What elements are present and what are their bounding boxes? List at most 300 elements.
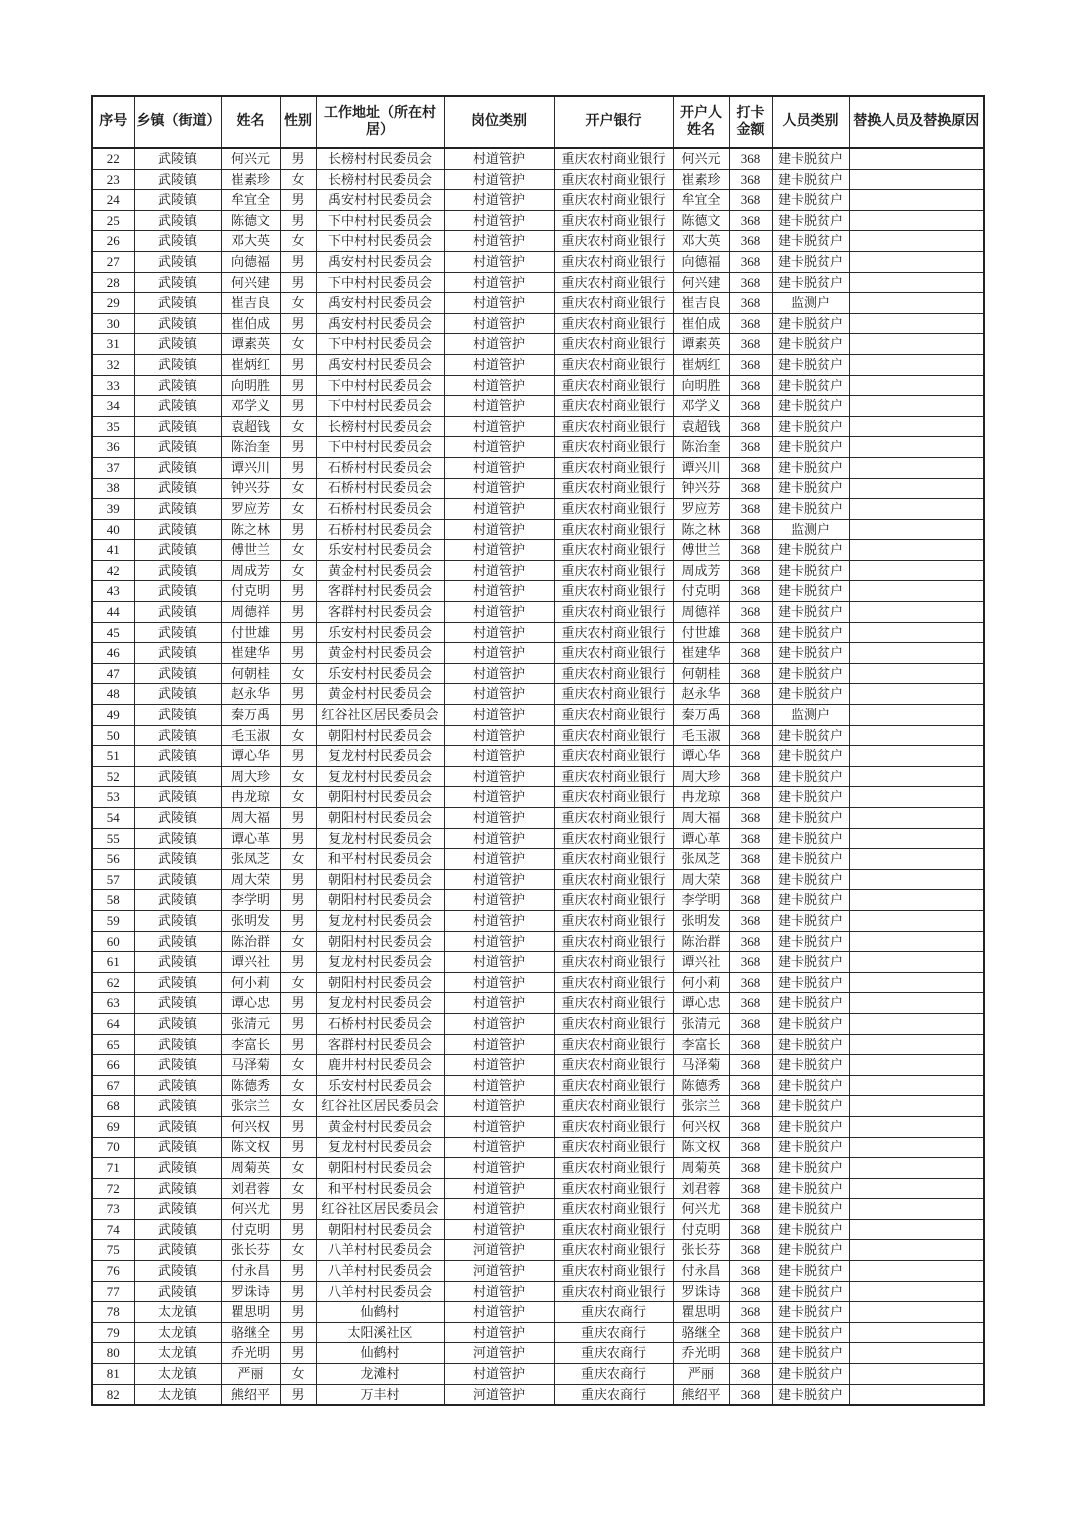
cell-amount: 368 — [729, 1343, 772, 1364]
table-row — [92, 1158, 984, 1179]
cell-account-name: 李富长 — [673, 1034, 729, 1055]
cell-amount: 368 — [729, 1219, 772, 1240]
cell-amount: 368 — [729, 910, 772, 931]
cell-seq: 48 — [92, 684, 134, 705]
cell-amount: 368 — [729, 1240, 772, 1261]
cell-work-address: 朝阳村村民委员会 — [316, 725, 444, 746]
cell-work-address: 复龙村村民委员会 — [316, 952, 444, 973]
cell-account-name: 邓学义 — [673, 396, 729, 417]
cell-person-type: 建卡脱贫户 — [772, 231, 849, 252]
cell-post-type: 村道管护 — [444, 560, 554, 581]
cell-replacement — [849, 849, 984, 870]
cell-post-type: 河道管护 — [444, 1384, 554, 1405]
cell-account-name: 谭兴社 — [673, 952, 729, 973]
cell-bank: 重庆农村商业银行 — [554, 1261, 673, 1282]
cell-bank: 重庆农村商业银行 — [554, 313, 673, 334]
cell-bank: 重庆农村商业银行 — [554, 581, 673, 602]
cell-amount: 368 — [729, 746, 772, 767]
cell-work-address: 红谷社区居民委员会 — [316, 1096, 444, 1117]
cell-amount: 368 — [729, 766, 772, 787]
cell-amount: 368 — [729, 1281, 772, 1302]
cell-amount: 368 — [729, 1137, 772, 1158]
cell-seq: 33 — [92, 375, 134, 396]
cell-township: 武陵镇 — [134, 725, 221, 746]
cell-gender: 男 — [280, 746, 316, 767]
cell-seq: 66 — [92, 1055, 134, 1076]
cell-post-type: 村道管护 — [444, 354, 554, 375]
cell-gender: 男 — [280, 1219, 316, 1240]
cell-amount: 368 — [729, 890, 772, 911]
cell-work-address: 石桥村村民委员会 — [316, 499, 444, 520]
cell-account-name: 崔伯成 — [673, 313, 729, 334]
cell-post-type: 村道管护 — [444, 1116, 554, 1137]
cell-name: 瞿思明 — [221, 1302, 280, 1323]
cell-name: 周大福 — [221, 808, 280, 829]
cell-account-name: 瞿思明 — [673, 1302, 729, 1323]
cell-township: 武陵镇 — [134, 746, 221, 767]
cell-post-type: 村道管护 — [444, 334, 554, 355]
column-header-township: 乡镇（街道） — [134, 96, 221, 148]
table-row — [92, 663, 984, 684]
cell-post-type: 村道管护 — [444, 1137, 554, 1158]
cell-seq: 71 — [92, 1158, 134, 1179]
cell-bank: 重庆农村商业银行 — [554, 972, 673, 993]
cell-name: 秦万禹 — [221, 705, 280, 726]
table-row — [92, 272, 984, 293]
cell-work-address: 乐安村村民委员会 — [316, 663, 444, 684]
cell-account-name: 崔吉良 — [673, 293, 729, 314]
cell-bank: 重庆农商行 — [554, 1343, 673, 1364]
cell-township: 武陵镇 — [134, 622, 221, 643]
cell-bank: 重庆农村商业银行 — [554, 1034, 673, 1055]
cell-name: 骆继全 — [221, 1322, 280, 1343]
cell-amount: 368 — [729, 869, 772, 890]
cell-person-type: 建卡脱贫户 — [772, 416, 849, 437]
cell-township: 武陵镇 — [134, 972, 221, 993]
cell-name: 谭兴社 — [221, 952, 280, 973]
cell-name: 陈治群 — [221, 931, 280, 952]
cell-account-name: 何朝桂 — [673, 663, 729, 684]
cell-post-type: 村道管护 — [444, 148, 554, 169]
cell-bank: 重庆农村商业银行 — [554, 931, 673, 952]
cell-work-address: 和平村村民委员会 — [316, 1178, 444, 1199]
cell-account-name: 张凤芝 — [673, 849, 729, 870]
cell-person-type: 建卡脱贫户 — [772, 251, 849, 272]
cell-township: 武陵镇 — [134, 869, 221, 890]
cell-amount: 368 — [729, 313, 772, 334]
cell-amount: 368 — [729, 272, 772, 293]
cell-post-type: 村道管护 — [444, 1034, 554, 1055]
cell-name: 谭心革 — [221, 828, 280, 849]
cell-seq: 31 — [92, 334, 134, 355]
cell-name: 牟宜全 — [221, 190, 280, 211]
cell-bank: 重庆农村商业银行 — [554, 808, 673, 829]
cell-amount: 368 — [729, 499, 772, 520]
cell-gender: 男 — [280, 354, 316, 375]
cell-name: 陈德文 — [221, 210, 280, 231]
cell-gender: 男 — [280, 313, 316, 334]
cell-account-name: 赵永华 — [673, 684, 729, 705]
cell-account-name: 陈之林 — [673, 519, 729, 540]
cell-amount: 368 — [729, 622, 772, 643]
cell-bank: 重庆农村商业银行 — [554, 1116, 673, 1137]
cell-township: 武陵镇 — [134, 1199, 221, 1220]
cell-replacement — [849, 354, 984, 375]
cell-township: 武陵镇 — [134, 1096, 221, 1117]
cell-gender: 女 — [280, 231, 316, 252]
cell-township: 武陵镇 — [134, 1240, 221, 1261]
cell-work-address: 客群村村民委员会 — [316, 581, 444, 602]
cell-bank: 重庆农村商业银行 — [554, 1096, 673, 1117]
cell-township: 太龙镇 — [134, 1364, 221, 1385]
cell-work-address: 朝阳村村民委员会 — [316, 931, 444, 952]
header-row — [92, 96, 984, 148]
cell-post-type: 村道管护 — [444, 1055, 554, 1076]
cell-seq: 37 — [92, 457, 134, 478]
table-row — [92, 910, 984, 931]
cell-replacement — [849, 1158, 984, 1179]
cell-account-name: 袁超钱 — [673, 416, 729, 437]
cell-work-address: 乐安村村民委员会 — [316, 622, 444, 643]
cell-person-type: 建卡脱贫户 — [772, 1219, 849, 1240]
cell-replacement — [849, 190, 984, 211]
cell-post-type: 村道管护 — [444, 457, 554, 478]
cell-bank: 重庆农村商业银行 — [554, 952, 673, 973]
cell-work-address: 朝阳村村民委员会 — [316, 808, 444, 829]
cell-amount: 368 — [729, 293, 772, 314]
cell-gender: 男 — [280, 251, 316, 272]
table-row — [92, 952, 984, 973]
cell-person-type: 建卡脱贫户 — [772, 1158, 849, 1179]
cell-bank: 重庆农村商业银行 — [554, 437, 673, 458]
cell-township: 武陵镇 — [134, 705, 221, 726]
cell-work-address: 红谷社区居民委员会 — [316, 1199, 444, 1220]
cell-name: 邓学义 — [221, 396, 280, 417]
cell-bank: 重庆农村商业银行 — [554, 1281, 673, 1302]
cell-replacement — [849, 457, 984, 478]
cell-seq: 29 — [92, 293, 134, 314]
cell-township: 武陵镇 — [134, 231, 221, 252]
cell-gender: 女 — [280, 560, 316, 581]
cell-post-type: 村道管护 — [444, 1096, 554, 1117]
cell-person-type: 建卡脱贫户 — [772, 602, 849, 623]
cell-township: 武陵镇 — [134, 293, 221, 314]
cell-seq: 56 — [92, 849, 134, 870]
cell-amount: 368 — [729, 478, 772, 499]
cell-post-type: 村道管护 — [444, 293, 554, 314]
cell-post-type: 村道管护 — [444, 849, 554, 870]
table-row — [92, 354, 984, 375]
cell-seq: 42 — [92, 560, 134, 581]
cell-bank: 重庆农村商业银行 — [554, 1075, 673, 1096]
column-header-replacement: 替换人员及替换原因 — [849, 96, 984, 148]
cell-bank: 重庆农村商业银行 — [554, 1199, 673, 1220]
cell-township: 武陵镇 — [134, 210, 221, 231]
cell-replacement — [849, 499, 984, 520]
cell-seq: 60 — [92, 931, 134, 952]
table-row — [92, 622, 984, 643]
table-row — [92, 519, 984, 540]
cell-amount: 368 — [729, 334, 772, 355]
cell-replacement — [849, 231, 984, 252]
cell-post-type: 村道管护 — [444, 540, 554, 561]
cell-person-type: 建卡脱贫户 — [772, 1075, 849, 1096]
cell-name: 严丽 — [221, 1364, 280, 1385]
column-header-work-address: 工作地址（所在村居） — [316, 96, 444, 148]
table-row — [92, 725, 984, 746]
cell-replacement — [849, 1219, 984, 1240]
cell-work-address: 八羊村村民委员会 — [316, 1240, 444, 1261]
cell-amount: 368 — [729, 1034, 772, 1055]
cell-person-type: 建卡脱贫户 — [772, 787, 849, 808]
cell-gender: 女 — [280, 293, 316, 314]
cell-seq: 35 — [92, 416, 134, 437]
table-row — [92, 1302, 984, 1323]
cell-gender: 女 — [280, 1158, 316, 1179]
cell-gender: 男 — [280, 148, 316, 169]
cell-gender: 男 — [280, 1137, 316, 1158]
cell-bank: 重庆农村商业银行 — [554, 560, 673, 581]
cell-person-type: 建卡脱贫户 — [772, 1055, 849, 1076]
cell-bank: 重庆农村商业银行 — [554, 457, 673, 478]
cell-seq: 79 — [92, 1322, 134, 1343]
cell-bank: 重庆农村商业银行 — [554, 540, 673, 561]
cell-bank: 重庆农村商业银行 — [554, 684, 673, 705]
cell-amount: 368 — [729, 787, 772, 808]
cell-gender: 男 — [280, 190, 316, 211]
cell-post-type: 村道管护 — [444, 581, 554, 602]
cell-work-address: 下中村村民委员会 — [316, 334, 444, 355]
cell-bank: 重庆农村商业银行 — [554, 1178, 673, 1199]
cell-post-type: 村道管护 — [444, 1281, 554, 1302]
cell-amount: 368 — [729, 602, 772, 623]
cell-person-type: 监测户 — [772, 519, 849, 540]
cell-amount: 368 — [729, 1322, 772, 1343]
table-row — [92, 1013, 984, 1034]
cell-township: 武陵镇 — [134, 416, 221, 437]
cell-work-address: 龙滩村 — [316, 1364, 444, 1385]
cell-bank: 重庆农村商业银行 — [554, 766, 673, 787]
cell-account-name: 谭心华 — [673, 746, 729, 767]
cell-account-name: 谭心忠 — [673, 993, 729, 1014]
table-row — [92, 560, 984, 581]
table-row — [92, 231, 984, 252]
cell-account-name: 何兴建 — [673, 272, 729, 293]
cell-account-name: 乔光明 — [673, 1343, 729, 1364]
cell-amount: 368 — [729, 663, 772, 684]
cell-replacement — [849, 602, 984, 623]
cell-account-name: 向德福 — [673, 251, 729, 272]
cell-name: 崔炳红 — [221, 354, 280, 375]
table-row — [92, 1364, 984, 1385]
cell-post-type: 村道管护 — [444, 787, 554, 808]
cell-seq: 82 — [92, 1384, 134, 1405]
cell-seq: 28 — [92, 272, 134, 293]
cell-name: 邓大英 — [221, 231, 280, 252]
cell-amount: 368 — [729, 251, 772, 272]
cell-bank: 重庆农村商业银行 — [554, 478, 673, 499]
cell-township: 武陵镇 — [134, 1137, 221, 1158]
cell-post-type: 村道管护 — [444, 725, 554, 746]
cell-gender: 男 — [280, 684, 316, 705]
cell-amount: 368 — [729, 148, 772, 169]
cell-work-address: 石桥村村民委员会 — [316, 519, 444, 540]
cell-bank: 重庆农村商业银行 — [554, 663, 673, 684]
cell-name: 谭心忠 — [221, 993, 280, 1014]
cell-person-type: 建卡脱贫户 — [772, 437, 849, 458]
cell-name: 何小莉 — [221, 972, 280, 993]
cell-work-address: 复龙村村民委员会 — [316, 828, 444, 849]
cell-bank: 重庆农村商业银行 — [554, 169, 673, 190]
cell-bank: 重庆农村商业银行 — [554, 231, 673, 252]
cell-post-type: 村道管护 — [444, 1158, 554, 1179]
table-row — [92, 1343, 984, 1364]
cell-post-type: 村道管护 — [444, 375, 554, 396]
cell-account-name: 何兴权 — [673, 1116, 729, 1137]
cell-account-name: 周德祥 — [673, 602, 729, 623]
cell-account-name: 马泽菊 — [673, 1055, 729, 1076]
cell-bank: 重庆农商行 — [554, 1384, 673, 1405]
cell-person-type: 建卡脱贫户 — [772, 354, 849, 375]
cell-work-address: 长榜村村民委员会 — [316, 416, 444, 437]
cell-amount: 368 — [729, 684, 772, 705]
cell-seq: 73 — [92, 1199, 134, 1220]
cell-township: 武陵镇 — [134, 849, 221, 870]
cell-name: 马泽菊 — [221, 1055, 280, 1076]
cell-person-type: 建卡脱贫户 — [772, 910, 849, 931]
cell-person-type: 建卡脱贫户 — [772, 1240, 849, 1261]
cell-bank: 重庆农村商业银行 — [554, 643, 673, 664]
cell-person-type: 建卡脱贫户 — [772, 849, 849, 870]
cell-bank: 重庆农村商业银行 — [554, 396, 673, 417]
table-row — [92, 169, 984, 190]
cell-township: 武陵镇 — [134, 1219, 221, 1240]
cell-replacement — [849, 1364, 984, 1385]
cell-township: 武陵镇 — [134, 457, 221, 478]
cell-person-type: 建卡脱贫户 — [772, 1116, 849, 1137]
cell-account-name: 付克明 — [673, 1219, 729, 1240]
cell-bank: 重庆农村商业银行 — [554, 519, 673, 540]
cell-seq: 75 — [92, 1240, 134, 1261]
cell-gender: 男 — [280, 622, 316, 643]
cell-gender: 男 — [280, 437, 316, 458]
table-row — [92, 849, 984, 870]
cell-amount: 368 — [729, 560, 772, 581]
cell-gender: 女 — [280, 1055, 316, 1076]
cell-work-address: 黄金村村民委员会 — [316, 684, 444, 705]
cell-township: 太龙镇 — [134, 1302, 221, 1323]
cell-bank: 重庆农村商业银行 — [554, 910, 673, 931]
cell-bank: 重庆农商行 — [554, 1302, 673, 1323]
cell-person-type: 建卡脱贫户 — [772, 457, 849, 478]
cell-seq: 57 — [92, 869, 134, 890]
cell-seq: 39 — [92, 499, 134, 520]
cell-name: 何兴建 — [221, 272, 280, 293]
cell-gender: 男 — [280, 643, 316, 664]
cell-post-type: 河道管护 — [444, 1240, 554, 1261]
cell-gender: 女 — [280, 334, 316, 355]
cell-work-address: 禹安村村民委员会 — [316, 190, 444, 211]
cell-person-type: 建卡脱贫户 — [772, 334, 849, 355]
cell-post-type: 村道管护 — [444, 869, 554, 890]
cell-name: 付世雄 — [221, 622, 280, 643]
cell-township: 太龙镇 — [134, 1322, 221, 1343]
cell-replacement — [849, 1322, 984, 1343]
cell-account-name: 付世雄 — [673, 622, 729, 643]
cell-bank: 重庆农村商业银行 — [554, 375, 673, 396]
cell-post-type: 村道管护 — [444, 643, 554, 664]
cell-township: 武陵镇 — [134, 519, 221, 540]
cell-seq: 30 — [92, 313, 134, 334]
cell-seq: 41 — [92, 540, 134, 561]
cell-work-address: 复龙村村民委员会 — [316, 746, 444, 767]
cell-bank: 重庆农村商业银行 — [554, 1137, 673, 1158]
personnel-roster-table — [91, 95, 985, 1406]
cell-replacement — [849, 293, 984, 314]
table-row — [92, 993, 984, 1014]
cell-amount: 368 — [729, 1178, 772, 1199]
cell-replacement — [849, 148, 984, 169]
cell-person-type: 建卡脱贫户 — [772, 1178, 849, 1199]
cell-person-type: 建卡脱贫户 — [772, 169, 849, 190]
cell-account-name: 刘君蓉 — [673, 1178, 729, 1199]
cell-post-type: 村道管护 — [444, 1302, 554, 1323]
cell-post-type: 村道管护 — [444, 519, 554, 540]
cell-replacement — [849, 828, 984, 849]
cell-amount: 368 — [729, 808, 772, 829]
cell-amount: 368 — [729, 1261, 772, 1282]
cell-post-type: 村道管护 — [444, 828, 554, 849]
table-row — [92, 210, 984, 231]
cell-township: 武陵镇 — [134, 1034, 221, 1055]
cell-gender: 男 — [280, 808, 316, 829]
cell-account-name: 崔建华 — [673, 643, 729, 664]
column-header-seq: 序号 — [92, 96, 134, 148]
cell-seq: 26 — [92, 231, 134, 252]
cell-name: 李学明 — [221, 890, 280, 911]
cell-name: 陈德秀 — [221, 1075, 280, 1096]
table-row — [92, 1096, 984, 1117]
column-header-account-name: 开户人姓名 — [673, 96, 729, 148]
cell-account-name: 罗诛诗 — [673, 1281, 729, 1302]
cell-amount: 368 — [729, 952, 772, 973]
cell-name: 崔伯成 — [221, 313, 280, 334]
table-row — [92, 1240, 984, 1261]
cell-person-type: 建卡脱贫户 — [772, 313, 849, 334]
cell-replacement — [849, 1013, 984, 1034]
cell-account-name: 冉龙琼 — [673, 787, 729, 808]
cell-account-name: 张明发 — [673, 910, 729, 931]
cell-amount: 368 — [729, 643, 772, 664]
cell-work-address: 朝阳村村民委员会 — [316, 1158, 444, 1179]
cell-township: 武陵镇 — [134, 1055, 221, 1076]
cell-work-address: 朝阳村村民委员会 — [316, 890, 444, 911]
cell-township: 武陵镇 — [134, 334, 221, 355]
cell-replacement — [849, 766, 984, 787]
cell-account-name: 周大珍 — [673, 766, 729, 787]
cell-township: 武陵镇 — [134, 952, 221, 973]
cell-replacement — [849, 1281, 984, 1302]
cell-work-address: 禹安村村民委员会 — [316, 251, 444, 272]
cell-person-type: 建卡脱贫户 — [772, 375, 849, 396]
cell-person-type: 建卡脱贫户 — [772, 725, 849, 746]
cell-name: 周成芳 — [221, 560, 280, 581]
cell-name: 何兴元 — [221, 148, 280, 169]
cell-seq: 72 — [92, 1178, 134, 1199]
cell-gender: 女 — [280, 1075, 316, 1096]
cell-person-type: 建卡脱贫户 — [772, 622, 849, 643]
cell-name: 付克明 — [221, 581, 280, 602]
